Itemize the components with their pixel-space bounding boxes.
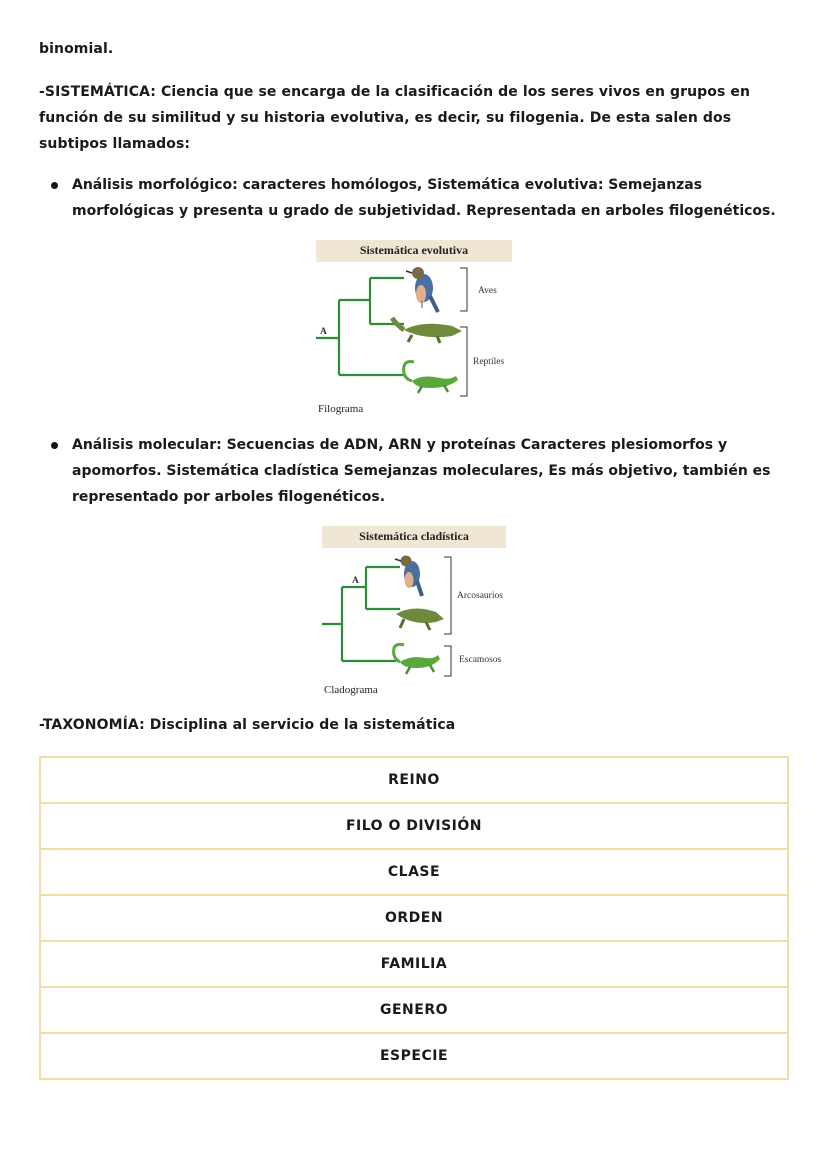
filograma-tree bbox=[312, 238, 516, 420]
figure-evolutiva-caption: Filograma bbox=[318, 403, 364, 415]
bullet-molecular bbox=[48, 432, 788, 510]
bird-icon bbox=[395, 556, 422, 597]
figure-sistematica-evolutiva bbox=[312, 238, 516, 420]
group-label-reptiles: Reptiles bbox=[473, 357, 505, 367]
crocodile-icon bbox=[396, 608, 444, 630]
table-row bbox=[40, 803, 788, 849]
bullet-dot bbox=[48, 432, 72, 510]
crocodile-icon bbox=[392, 318, 462, 343]
rank-cell-familia: FAMILIA bbox=[40, 941, 788, 987]
bullet-dot bbox=[48, 172, 72, 224]
rank-cell-genero: GENERO bbox=[40, 987, 788, 1033]
group-label-escamosos: Escamosos bbox=[459, 655, 502, 665]
table-row bbox=[40, 1033, 788, 1079]
table-row bbox=[40, 987, 788, 1033]
cladograma-tree bbox=[318, 524, 510, 702]
figure-evolutiva-title: Sistemática evolutiva bbox=[316, 240, 512, 262]
rank-cell-reino: REINO bbox=[40, 757, 788, 803]
lizard-icon bbox=[404, 362, 458, 394]
bird-icon bbox=[406, 267, 438, 312]
rank-cell-filo: FILO O DIVISIÓN bbox=[40, 803, 788, 849]
group-label-arcosaurios: Arcosaurios bbox=[457, 591, 503, 601]
intro-fragment: binomial. bbox=[39, 41, 114, 57]
taxonomia-heading: -TAXONOMÍA: Disciplina al servicio de la sistemática bbox=[39, 717, 456, 733]
group-label-aves: Aves bbox=[478, 286, 497, 296]
bullet-morfologico-text: Análisis morfológico: caracteres homólogos, Sistemática evolutiva: Semejanzas morfológicas y presenta u grado de subjetividad. Representada en arboles filogenéticos. bbox=[72, 177, 776, 219]
rank-cell-especie: ESPECIE bbox=[40, 1033, 788, 1079]
figure-sistematica-cladistica bbox=[318, 524, 510, 702]
bullet-molecular-text: Análisis molecular: Secuencias de ADN, ARN y proteínas Caracteres plesiomorfos y apomorfos. Sistemática cladística Semejanzas moleculares, Es más objetivo, también es representado por arboles filogenéticos. bbox=[72, 437, 771, 505]
rank-cell-orden: ORDEN bbox=[40, 895, 788, 941]
table-row bbox=[40, 849, 788, 895]
taxonomy-table bbox=[39, 756, 789, 1080]
table-row bbox=[40, 941, 788, 987]
sistematica-paragraph: -SISTEMÁTICA: Ciencia que se encarga de la clasificación de los seres vivos en grupos en función de su similitud y su historia evolutiva, es decir, su filogenia. De esta salen dos subtipos llamados: bbox=[39, 84, 751, 152]
lizard-icon bbox=[394, 644, 440, 674]
bullet-morfologico bbox=[48, 172, 788, 224]
figure-cladistica-caption: Cladograma bbox=[324, 684, 378, 696]
rank-cell-clase: CLASE bbox=[40, 849, 788, 895]
figure-cladistica-title: Sistemática cladística bbox=[322, 526, 506, 548]
table-row bbox=[40, 895, 788, 941]
node-label: A bbox=[320, 327, 327, 337]
table-row bbox=[40, 757, 788, 803]
node-label: A bbox=[352, 576, 359, 586]
